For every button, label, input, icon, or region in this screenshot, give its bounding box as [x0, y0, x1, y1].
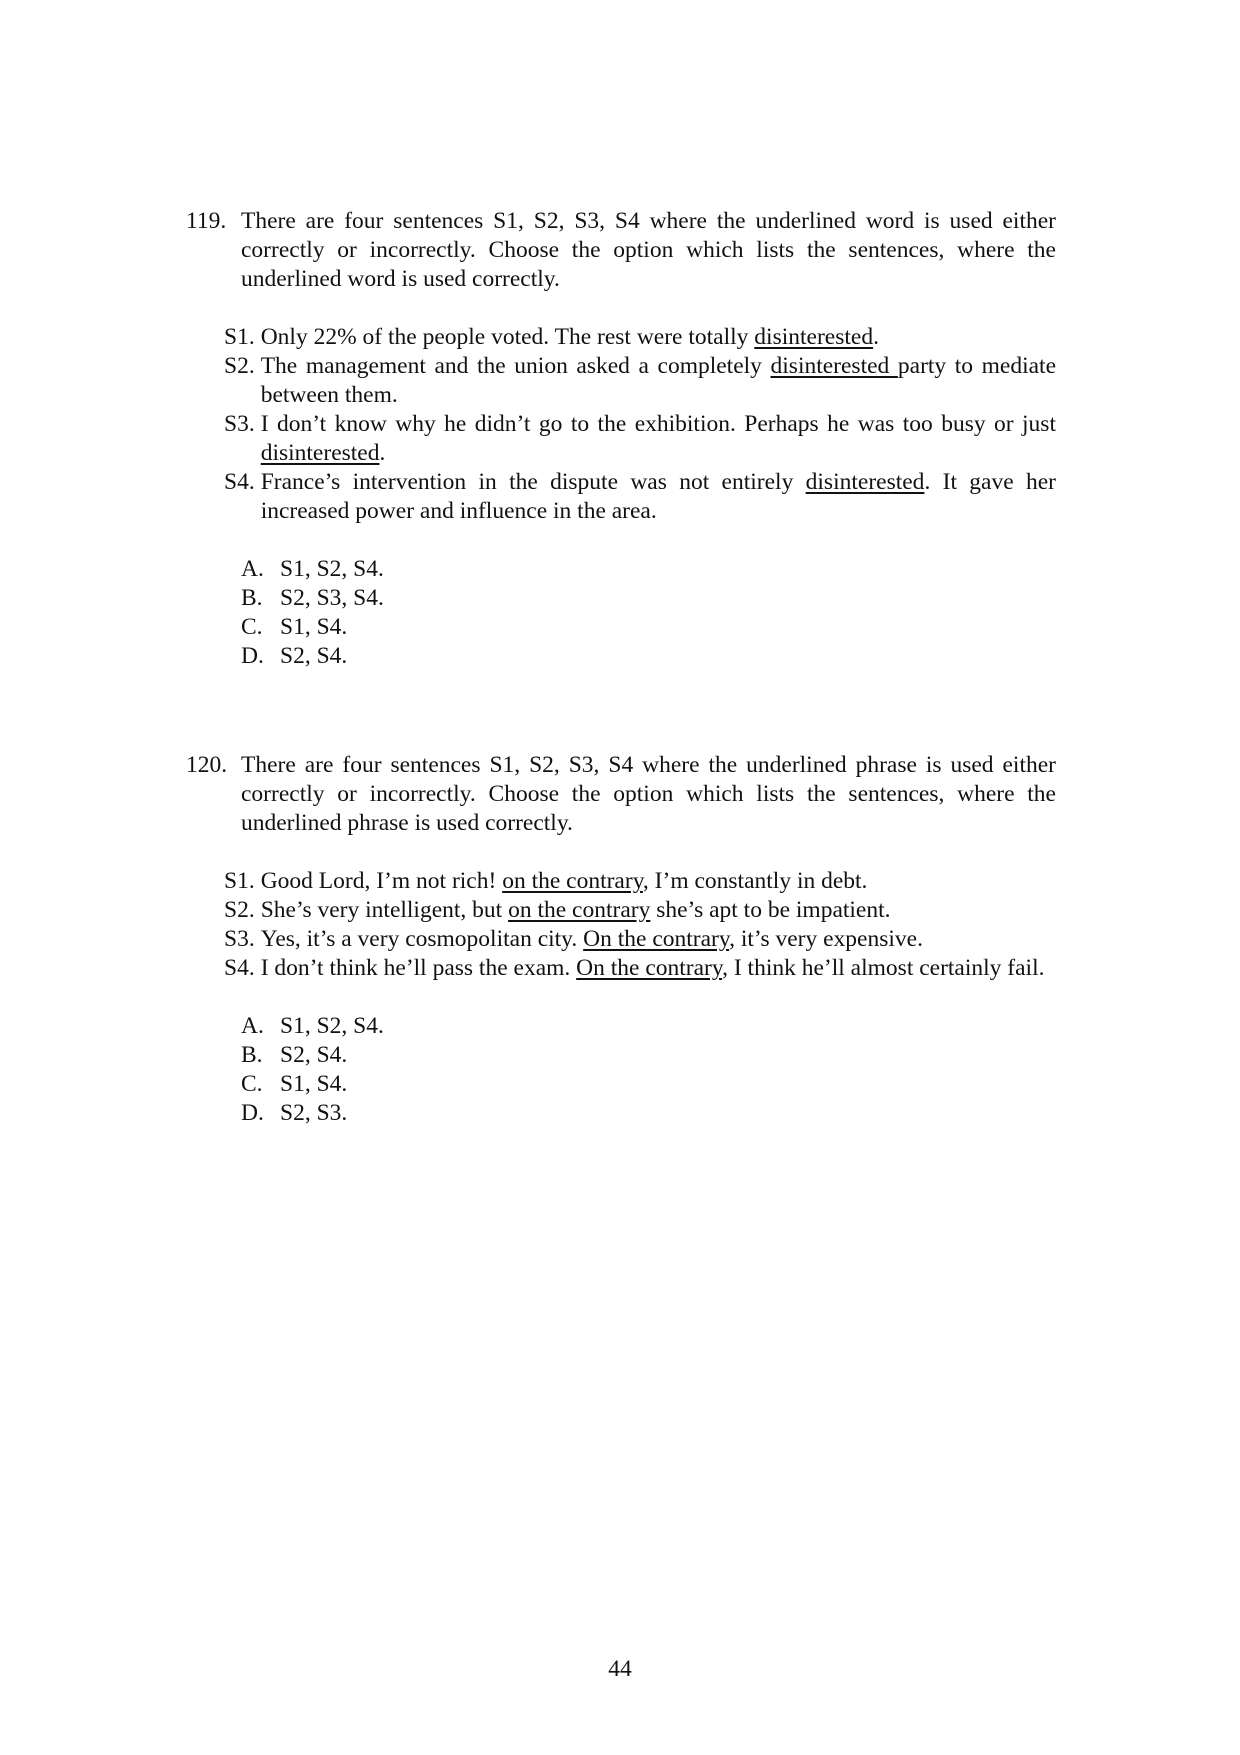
sentence-text-before: Good Lord, I’m not rich!	[260, 868, 503, 894]
sentence-text-before: France’s intervention in the dispute was not entirely	[260, 469, 806, 495]
sentence-text	[261, 954, 1056, 983]
option-letter: D.	[241, 643, 264, 669]
sentence-text	[261, 410, 1056, 468]
option-c[interactable]	[241, 613, 1056, 642]
question-prompt	[186, 751, 1056, 838]
question-text: There are four sentences S1, S2, S3, S4 where the underlined phrase is used either correctly or incorrectly. Choose the option which lists the sentences, where the underlined phrase is used correctly.	[241, 752, 1056, 836]
option-a[interactable]	[241, 555, 1056, 584]
page-number: 44	[608, 1656, 632, 1682]
sentence-text-after: , I think he’ll almost certainly fail.	[722, 955, 1045, 981]
option-letter: C.	[241, 1071, 263, 1097]
option-b[interactable]	[241, 1041, 1056, 1070]
option-d[interactable]	[241, 642, 1056, 671]
sentence-s2	[224, 352, 1056, 410]
sentence-text	[261, 468, 1056, 526]
sentence-s1	[224, 867, 1056, 896]
sentence-text-after: .	[873, 324, 879, 350]
option-letter: D.	[241, 1100, 264, 1126]
option-d[interactable]	[241, 1099, 1056, 1128]
option-letter: B.	[241, 585, 263, 611]
question-120	[186, 751, 1056, 1128]
sentence-text-after: , I’m constantly in debt.	[642, 868, 868, 894]
underlined-phrase: on the contrary	[508, 897, 651, 923]
question-number: 120.	[186, 752, 228, 778]
sentence-label: S2.	[224, 897, 255, 923]
sentence-text-before: I don’t think he’ll pass the exam.	[260, 955, 577, 981]
answer-options	[241, 1012, 1056, 1128]
underlined-phrase: on the contrary	[502, 868, 643, 894]
option-text: S2, S3, S4.	[280, 585, 384, 611]
sentence-text	[261, 896, 1056, 925]
question-number: 119.	[186, 208, 227, 234]
sentence-s3	[224, 410, 1056, 468]
sentence-text-after: , it’s very expensive.	[729, 926, 923, 952]
option-letter: A.	[241, 1013, 264, 1039]
option-text: S1, S4.	[280, 1071, 348, 1097]
option-text: S2, S4.	[280, 1042, 348, 1068]
sentence-label: S1.	[224, 868, 255, 894]
option-a[interactable]	[241, 1012, 1056, 1041]
option-text: S1, S4.	[280, 614, 348, 640]
question-text: There are four sentences S1, S2, S3, S4 where the underlined word is used either correctly or incorrectly. Choose the option which lists the sentences, where the underlined word is used correctly.	[241, 208, 1056, 292]
sentence-label: S3.	[224, 926, 255, 952]
option-letter: B.	[241, 1042, 263, 1068]
question-119	[186, 207, 1056, 671]
option-text: S1, S2, S4.	[280, 1013, 384, 1039]
sentence-s2	[224, 896, 1056, 925]
sentence-text-after: . It gave her increased power and influence in the area.	[260, 469, 1056, 524]
sentence-text-after: she’s apt to be impatient.	[650, 897, 891, 923]
answer-options	[241, 555, 1056, 671]
sentence-label: S4.	[224, 469, 255, 495]
sentence-text	[261, 323, 1056, 352]
sentence-list	[224, 323, 1056, 526]
sentence-label: S2.	[224, 353, 255, 379]
question-prompt	[186, 207, 1056, 294]
option-b[interactable]	[241, 584, 1056, 613]
sentence-list	[224, 867, 1056, 983]
option-text: S1, S2, S4.	[280, 556, 384, 582]
sentence-label: S4.	[224, 955, 255, 981]
sentence-text-before: Yes, it’s a very cosmopolitan city.	[260, 926, 584, 952]
underlined-word: disinterested	[770, 353, 898, 379]
underlined-word: disinterested	[754, 324, 874, 350]
underlined-word: disinterested	[805, 469, 925, 495]
option-text: S2, S3.	[280, 1100, 348, 1126]
sentence-text-before: The management and the union asked a completely	[260, 353, 771, 379]
sentence-text-before: Only 22% of the people voted. The rest were totally	[260, 324, 755, 350]
option-c[interactable]	[241, 1070, 1056, 1099]
sentence-s1	[224, 323, 1056, 352]
sentence-label: S1.	[224, 324, 255, 350]
underlined-phrase: On the contrary	[583, 926, 730, 952]
underlined-word: disinterested	[260, 440, 380, 466]
sentence-text-after: party to mediate between them.	[260, 353, 1057, 408]
sentence-s4	[224, 954, 1056, 983]
sentence-s3	[224, 925, 1056, 954]
option-letter: C.	[241, 614, 263, 640]
sentence-text	[261, 925, 1056, 954]
sentence-text-before: She’s very intelligent, but	[260, 897, 509, 923]
sentence-text	[261, 867, 1056, 896]
option-letter: A.	[241, 556, 264, 582]
underlined-phrase: On the contrary	[576, 955, 723, 981]
sentence-text-after: .	[379, 440, 386, 466]
sentence-label: S3.	[224, 411, 255, 437]
sentence-s4	[224, 468, 1056, 526]
sentence-text-before: I don’t know why he didn’t go to the exhibition. Perhaps he was too busy or just	[260, 411, 1056, 437]
sentence-text	[261, 352, 1056, 410]
option-text: S2, S4.	[280, 643, 348, 669]
